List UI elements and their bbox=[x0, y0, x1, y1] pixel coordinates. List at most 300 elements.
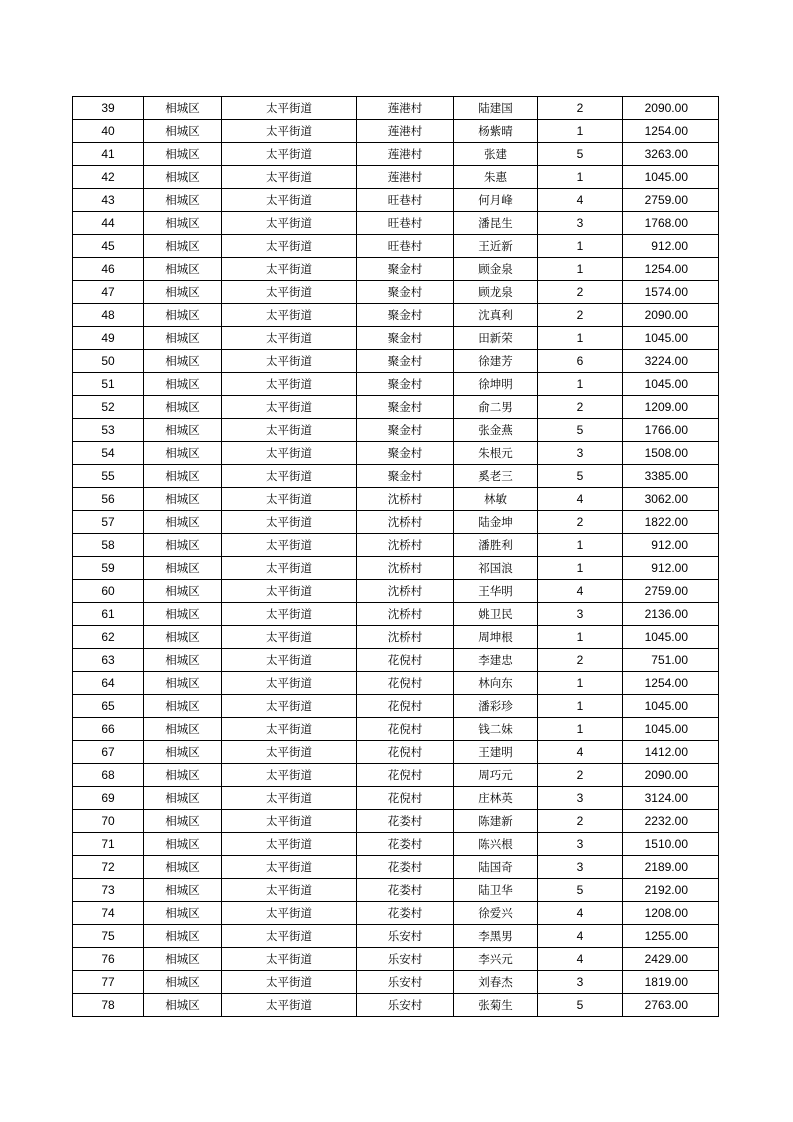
village-cell: 花娄村 bbox=[357, 856, 454, 879]
row-number-cell: 75 bbox=[73, 925, 144, 948]
household-count-cell: 1 bbox=[538, 718, 623, 741]
street-cell: 太平街道 bbox=[222, 212, 357, 235]
person-name-cell: 钱二妹 bbox=[454, 718, 538, 741]
amount-cell: 1045.00 bbox=[623, 166, 719, 189]
district-cell: 相城区 bbox=[144, 465, 222, 488]
table-row bbox=[73, 948, 719, 971]
table-row bbox=[73, 741, 719, 764]
household-count-cell: 5 bbox=[538, 143, 623, 166]
village-cell: 沈桥村 bbox=[357, 626, 454, 649]
row-number-cell: 47 bbox=[73, 281, 144, 304]
amount-cell: 912.00 bbox=[623, 557, 719, 580]
district-cell: 相城区 bbox=[144, 419, 222, 442]
row-number-cell: 56 bbox=[73, 488, 144, 511]
household-count-cell: 4 bbox=[538, 948, 623, 971]
village-cell: 乐安村 bbox=[357, 994, 454, 1017]
person-name-cell: 林敏 bbox=[454, 488, 538, 511]
row-number-cell: 44 bbox=[73, 212, 144, 235]
village-cell: 旺巷村 bbox=[357, 189, 454, 212]
household-count-cell: 1 bbox=[538, 672, 623, 695]
street-cell: 太平街道 bbox=[222, 718, 357, 741]
street-cell: 太平街道 bbox=[222, 258, 357, 281]
village-cell: 乐安村 bbox=[357, 948, 454, 971]
street-cell: 太平街道 bbox=[222, 856, 357, 879]
amount-cell: 1255.00 bbox=[623, 925, 719, 948]
district-cell: 相城区 bbox=[144, 580, 222, 603]
row-number-cell: 64 bbox=[73, 672, 144, 695]
street-cell: 太平街道 bbox=[222, 143, 357, 166]
district-cell: 相城区 bbox=[144, 143, 222, 166]
row-number-cell: 70 bbox=[73, 810, 144, 833]
amount-cell: 2192.00 bbox=[623, 879, 719, 902]
street-cell: 太平街道 bbox=[222, 764, 357, 787]
amount-cell: 1208.00 bbox=[623, 902, 719, 925]
table-row bbox=[73, 143, 719, 166]
table-row bbox=[73, 810, 719, 833]
row-number-cell: 66 bbox=[73, 718, 144, 741]
person-name-cell: 陆卫华 bbox=[454, 879, 538, 902]
village-cell: 花倪村 bbox=[357, 672, 454, 695]
row-number-cell: 74 bbox=[73, 902, 144, 925]
household-count-cell: 4 bbox=[538, 925, 623, 948]
district-cell: 相城区 bbox=[144, 856, 222, 879]
street-cell: 太平街道 bbox=[222, 925, 357, 948]
row-number-cell: 39 bbox=[73, 97, 144, 120]
person-name-cell: 田新荣 bbox=[454, 327, 538, 350]
table-row bbox=[73, 695, 719, 718]
district-cell: 相城区 bbox=[144, 557, 222, 580]
person-name-cell: 潘胜利 bbox=[454, 534, 538, 557]
person-name-cell: 顾龙泉 bbox=[454, 281, 538, 304]
district-cell: 相城区 bbox=[144, 373, 222, 396]
row-number-cell: 67 bbox=[73, 741, 144, 764]
street-cell: 太平街道 bbox=[222, 902, 357, 925]
person-name-cell: 沈真利 bbox=[454, 304, 538, 327]
street-cell: 太平街道 bbox=[222, 419, 357, 442]
table-row bbox=[73, 971, 719, 994]
row-number-cell: 51 bbox=[73, 373, 144, 396]
village-cell: 莲港村 bbox=[357, 166, 454, 189]
street-cell: 太平街道 bbox=[222, 97, 357, 120]
street-cell: 太平街道 bbox=[222, 626, 357, 649]
amount-cell: 1766.00 bbox=[623, 419, 719, 442]
village-cell: 聚金村 bbox=[357, 442, 454, 465]
district-cell: 相城区 bbox=[144, 166, 222, 189]
village-cell: 旺巷村 bbox=[357, 235, 454, 258]
village-cell: 聚金村 bbox=[357, 396, 454, 419]
person-name-cell: 李建忠 bbox=[454, 649, 538, 672]
village-cell: 沈桥村 bbox=[357, 557, 454, 580]
row-number-cell: 71 bbox=[73, 833, 144, 856]
village-cell: 花倪村 bbox=[357, 718, 454, 741]
table-row bbox=[73, 189, 719, 212]
table-row bbox=[73, 649, 719, 672]
street-cell: 太平街道 bbox=[222, 994, 357, 1017]
household-count-cell: 2 bbox=[538, 511, 623, 534]
household-count-cell: 3 bbox=[538, 212, 623, 235]
row-number-cell: 41 bbox=[73, 143, 144, 166]
table-row bbox=[73, 235, 719, 258]
street-cell: 太平街道 bbox=[222, 695, 357, 718]
row-number-cell: 53 bbox=[73, 419, 144, 442]
village-cell: 聚金村 bbox=[357, 304, 454, 327]
district-cell: 相城区 bbox=[144, 212, 222, 235]
village-cell: 花倪村 bbox=[357, 764, 454, 787]
person-name-cell: 杨紫晴 bbox=[454, 120, 538, 143]
person-name-cell: 潘彩珍 bbox=[454, 695, 538, 718]
person-name-cell: 陆金坤 bbox=[454, 511, 538, 534]
person-name-cell: 顾金泉 bbox=[454, 258, 538, 281]
village-cell: 花倪村 bbox=[357, 787, 454, 810]
village-cell: 莲港村 bbox=[357, 143, 454, 166]
row-number-cell: 58 bbox=[73, 534, 144, 557]
street-cell: 太平街道 bbox=[222, 557, 357, 580]
village-cell: 沈桥村 bbox=[357, 488, 454, 511]
household-count-cell: 3 bbox=[538, 787, 623, 810]
district-cell: 相城区 bbox=[144, 235, 222, 258]
household-count-cell: 5 bbox=[538, 879, 623, 902]
person-name-cell: 姚卫民 bbox=[454, 603, 538, 626]
street-cell: 太平街道 bbox=[222, 304, 357, 327]
table-row bbox=[73, 465, 719, 488]
table-body bbox=[73, 97, 719, 1017]
district-cell: 相城区 bbox=[144, 741, 222, 764]
table-row bbox=[73, 626, 719, 649]
person-name-cell: 祁国浪 bbox=[454, 557, 538, 580]
row-number-cell: 40 bbox=[73, 120, 144, 143]
person-name-cell: 朱根元 bbox=[454, 442, 538, 465]
district-cell: 相城区 bbox=[144, 189, 222, 212]
person-name-cell: 王近新 bbox=[454, 235, 538, 258]
table-row bbox=[73, 879, 719, 902]
person-name-cell: 林向东 bbox=[454, 672, 538, 695]
district-cell: 相城区 bbox=[144, 350, 222, 373]
row-number-cell: 57 bbox=[73, 511, 144, 534]
household-count-cell: 2 bbox=[538, 304, 623, 327]
street-cell: 太平街道 bbox=[222, 189, 357, 212]
amount-cell: 1045.00 bbox=[623, 695, 719, 718]
street-cell: 太平街道 bbox=[222, 948, 357, 971]
row-number-cell: 76 bbox=[73, 948, 144, 971]
village-cell: 聚金村 bbox=[357, 373, 454, 396]
table-row bbox=[73, 534, 719, 557]
amount-cell: 1822.00 bbox=[623, 511, 719, 534]
data-table bbox=[72, 96, 719, 1017]
household-count-cell: 6 bbox=[538, 350, 623, 373]
household-count-cell: 4 bbox=[538, 741, 623, 764]
street-cell: 太平街道 bbox=[222, 534, 357, 557]
amount-cell: 1045.00 bbox=[623, 373, 719, 396]
village-cell: 聚金村 bbox=[357, 419, 454, 442]
street-cell: 太平街道 bbox=[222, 833, 357, 856]
district-cell: 相城区 bbox=[144, 695, 222, 718]
person-name-cell: 李兴元 bbox=[454, 948, 538, 971]
table-row bbox=[73, 511, 719, 534]
person-name-cell: 奚老三 bbox=[454, 465, 538, 488]
district-cell: 相城区 bbox=[144, 787, 222, 810]
district-cell: 相城区 bbox=[144, 925, 222, 948]
village-cell: 聚金村 bbox=[357, 258, 454, 281]
household-count-cell: 4 bbox=[538, 189, 623, 212]
street-cell: 太平街道 bbox=[222, 879, 357, 902]
street-cell: 太平街道 bbox=[222, 442, 357, 465]
household-count-cell: 2 bbox=[538, 764, 623, 787]
table-row bbox=[73, 672, 719, 695]
table-row bbox=[73, 258, 719, 281]
street-cell: 太平街道 bbox=[222, 350, 357, 373]
district-cell: 相城区 bbox=[144, 833, 222, 856]
table-row bbox=[73, 580, 719, 603]
street-cell: 太平街道 bbox=[222, 787, 357, 810]
amount-cell: 2090.00 bbox=[623, 304, 719, 327]
street-cell: 太平街道 bbox=[222, 120, 357, 143]
district-cell: 相城区 bbox=[144, 672, 222, 695]
amount-cell: 1819.00 bbox=[623, 971, 719, 994]
district-cell: 相城区 bbox=[144, 327, 222, 350]
street-cell: 太平街道 bbox=[222, 281, 357, 304]
amount-cell: 912.00 bbox=[623, 534, 719, 557]
street-cell: 太平街道 bbox=[222, 235, 357, 258]
district-cell: 相城区 bbox=[144, 879, 222, 902]
household-count-cell: 2 bbox=[538, 396, 623, 419]
row-number-cell: 61 bbox=[73, 603, 144, 626]
table-row bbox=[73, 166, 719, 189]
amount-cell: 2189.00 bbox=[623, 856, 719, 879]
amount-cell: 1510.00 bbox=[623, 833, 719, 856]
household-count-cell: 1 bbox=[538, 235, 623, 258]
row-number-cell: 43 bbox=[73, 189, 144, 212]
row-number-cell: 50 bbox=[73, 350, 144, 373]
village-cell: 花娄村 bbox=[357, 810, 454, 833]
amount-cell: 2232.00 bbox=[623, 810, 719, 833]
district-cell: 相城区 bbox=[144, 442, 222, 465]
amount-cell: 1768.00 bbox=[623, 212, 719, 235]
person-name-cell: 朱惠 bbox=[454, 166, 538, 189]
table-row bbox=[73, 212, 719, 235]
amount-cell: 1574.00 bbox=[623, 281, 719, 304]
row-number-cell: 69 bbox=[73, 787, 144, 810]
village-cell: 聚金村 bbox=[357, 350, 454, 373]
village-cell: 花倪村 bbox=[357, 695, 454, 718]
amount-cell: 1508.00 bbox=[623, 442, 719, 465]
district-cell: 相城区 bbox=[144, 948, 222, 971]
table-row bbox=[73, 925, 719, 948]
amount-cell: 751.00 bbox=[623, 649, 719, 672]
village-cell: 沈桥村 bbox=[357, 511, 454, 534]
table-row bbox=[73, 97, 719, 120]
row-number-cell: 48 bbox=[73, 304, 144, 327]
amount-cell: 2763.00 bbox=[623, 994, 719, 1017]
street-cell: 太平街道 bbox=[222, 810, 357, 833]
amount-cell: 2759.00 bbox=[623, 189, 719, 212]
amount-cell: 1045.00 bbox=[623, 626, 719, 649]
table-row bbox=[73, 304, 719, 327]
street-cell: 太平街道 bbox=[222, 580, 357, 603]
person-name-cell: 张建 bbox=[454, 143, 538, 166]
person-name-cell: 陈兴根 bbox=[454, 833, 538, 856]
table-row bbox=[73, 902, 719, 925]
person-name-cell: 陆国奇 bbox=[454, 856, 538, 879]
row-number-cell: 45 bbox=[73, 235, 144, 258]
village-cell: 乐安村 bbox=[357, 971, 454, 994]
amount-cell: 3224.00 bbox=[623, 350, 719, 373]
person-name-cell: 徐坤明 bbox=[454, 373, 538, 396]
amount-cell: 3062.00 bbox=[623, 488, 719, 511]
street-cell: 太平街道 bbox=[222, 396, 357, 419]
district-cell: 相城区 bbox=[144, 258, 222, 281]
district-cell: 相城区 bbox=[144, 488, 222, 511]
street-cell: 太平街道 bbox=[222, 465, 357, 488]
household-count-cell: 3 bbox=[538, 833, 623, 856]
amount-cell: 2090.00 bbox=[623, 764, 719, 787]
street-cell: 太平街道 bbox=[222, 603, 357, 626]
street-cell: 太平街道 bbox=[222, 971, 357, 994]
table-row bbox=[73, 718, 719, 741]
table-row bbox=[73, 603, 719, 626]
person-name-cell: 俞二男 bbox=[454, 396, 538, 419]
village-cell: 花娄村 bbox=[357, 902, 454, 925]
village-cell: 旺巷村 bbox=[357, 212, 454, 235]
household-count-cell: 2 bbox=[538, 649, 623, 672]
household-count-cell: 1 bbox=[538, 327, 623, 350]
person-name-cell: 李黑男 bbox=[454, 925, 538, 948]
street-cell: 太平街道 bbox=[222, 166, 357, 189]
household-count-cell: 4 bbox=[538, 488, 623, 511]
district-cell: 相城区 bbox=[144, 649, 222, 672]
district-cell: 相城区 bbox=[144, 971, 222, 994]
village-cell: 莲港村 bbox=[357, 97, 454, 120]
household-count-cell: 4 bbox=[538, 580, 623, 603]
village-cell: 花娄村 bbox=[357, 879, 454, 902]
district-cell: 相城区 bbox=[144, 511, 222, 534]
person-name-cell: 王华明 bbox=[454, 580, 538, 603]
village-cell: 花倪村 bbox=[357, 741, 454, 764]
household-count-cell: 1 bbox=[538, 373, 623, 396]
row-number-cell: 55 bbox=[73, 465, 144, 488]
table-row bbox=[73, 856, 719, 879]
table-row bbox=[73, 442, 719, 465]
person-name-cell: 庄林英 bbox=[454, 787, 538, 810]
village-cell: 花倪村 bbox=[357, 649, 454, 672]
row-number-cell: 73 bbox=[73, 879, 144, 902]
table-row bbox=[73, 557, 719, 580]
person-name-cell: 张金燕 bbox=[454, 419, 538, 442]
amount-cell: 3124.00 bbox=[623, 787, 719, 810]
person-name-cell: 陆建国 bbox=[454, 97, 538, 120]
row-number-cell: 60 bbox=[73, 580, 144, 603]
village-cell: 沈桥村 bbox=[357, 534, 454, 557]
district-cell: 相城区 bbox=[144, 97, 222, 120]
amount-cell: 2136.00 bbox=[623, 603, 719, 626]
amount-cell: 1254.00 bbox=[623, 120, 719, 143]
street-cell: 太平街道 bbox=[222, 488, 357, 511]
row-number-cell: 46 bbox=[73, 258, 144, 281]
amount-cell: 2429.00 bbox=[623, 948, 719, 971]
district-cell: 相城区 bbox=[144, 603, 222, 626]
village-cell: 聚金村 bbox=[357, 281, 454, 304]
village-cell: 沈桥村 bbox=[357, 580, 454, 603]
row-number-cell: 59 bbox=[73, 557, 144, 580]
village-cell: 花娄村 bbox=[357, 833, 454, 856]
table-row bbox=[73, 396, 719, 419]
row-number-cell: 42 bbox=[73, 166, 144, 189]
street-cell: 太平街道 bbox=[222, 373, 357, 396]
amount-cell: 1045.00 bbox=[623, 718, 719, 741]
street-cell: 太平街道 bbox=[222, 649, 357, 672]
table-row bbox=[73, 373, 719, 396]
table-row bbox=[73, 994, 719, 1017]
street-cell: 太平街道 bbox=[222, 672, 357, 695]
district-cell: 相城区 bbox=[144, 810, 222, 833]
household-count-cell: 1 bbox=[538, 534, 623, 557]
district-cell: 相城区 bbox=[144, 304, 222, 327]
amount-cell: 1209.00 bbox=[623, 396, 719, 419]
person-name-cell: 张菊生 bbox=[454, 994, 538, 1017]
district-cell: 相城区 bbox=[144, 396, 222, 419]
person-name-cell: 周巧元 bbox=[454, 764, 538, 787]
district-cell: 相城区 bbox=[144, 764, 222, 787]
household-count-cell: 5 bbox=[538, 465, 623, 488]
household-count-cell: 3 bbox=[538, 442, 623, 465]
amount-cell: 3385.00 bbox=[623, 465, 719, 488]
row-number-cell: 63 bbox=[73, 649, 144, 672]
household-count-cell: 2 bbox=[538, 810, 623, 833]
person-name-cell: 潘昆生 bbox=[454, 212, 538, 235]
household-count-cell: 3 bbox=[538, 603, 623, 626]
street-cell: 太平街道 bbox=[222, 327, 357, 350]
household-count-cell: 1 bbox=[538, 626, 623, 649]
household-count-cell: 1 bbox=[538, 120, 623, 143]
person-name-cell: 王建明 bbox=[454, 741, 538, 764]
household-count-cell: 1 bbox=[538, 258, 623, 281]
district-cell: 相城区 bbox=[144, 994, 222, 1017]
amount-cell: 2090.00 bbox=[623, 97, 719, 120]
household-count-cell: 5 bbox=[538, 419, 623, 442]
table-row bbox=[73, 833, 719, 856]
household-count-cell: 3 bbox=[538, 856, 623, 879]
village-cell: 聚金村 bbox=[357, 327, 454, 350]
amount-cell: 2759.00 bbox=[623, 580, 719, 603]
person-name-cell: 陈建新 bbox=[454, 810, 538, 833]
amount-cell: 3263.00 bbox=[623, 143, 719, 166]
village-cell: 乐安村 bbox=[357, 925, 454, 948]
table-row bbox=[73, 787, 719, 810]
district-cell: 相城区 bbox=[144, 902, 222, 925]
district-cell: 相城区 bbox=[144, 281, 222, 304]
household-count-cell: 2 bbox=[538, 97, 623, 120]
amount-cell: 1254.00 bbox=[623, 258, 719, 281]
household-count-cell: 1 bbox=[538, 166, 623, 189]
village-cell: 莲港村 bbox=[357, 120, 454, 143]
street-cell: 太平街道 bbox=[222, 741, 357, 764]
row-number-cell: 77 bbox=[73, 971, 144, 994]
district-cell: 相城区 bbox=[144, 534, 222, 557]
household-count-cell: 5 bbox=[538, 994, 623, 1017]
person-name-cell: 徐建芳 bbox=[454, 350, 538, 373]
person-name-cell: 周坤根 bbox=[454, 626, 538, 649]
table-row bbox=[73, 281, 719, 304]
household-count-cell: 1 bbox=[538, 695, 623, 718]
table-row bbox=[73, 120, 719, 143]
amount-cell: 1412.00 bbox=[623, 741, 719, 764]
table-row bbox=[73, 327, 719, 350]
household-count-cell: 2 bbox=[538, 281, 623, 304]
district-cell: 相城区 bbox=[144, 626, 222, 649]
household-count-cell: 3 bbox=[538, 971, 623, 994]
district-cell: 相城区 bbox=[144, 718, 222, 741]
table-row bbox=[73, 350, 719, 373]
row-number-cell: 52 bbox=[73, 396, 144, 419]
